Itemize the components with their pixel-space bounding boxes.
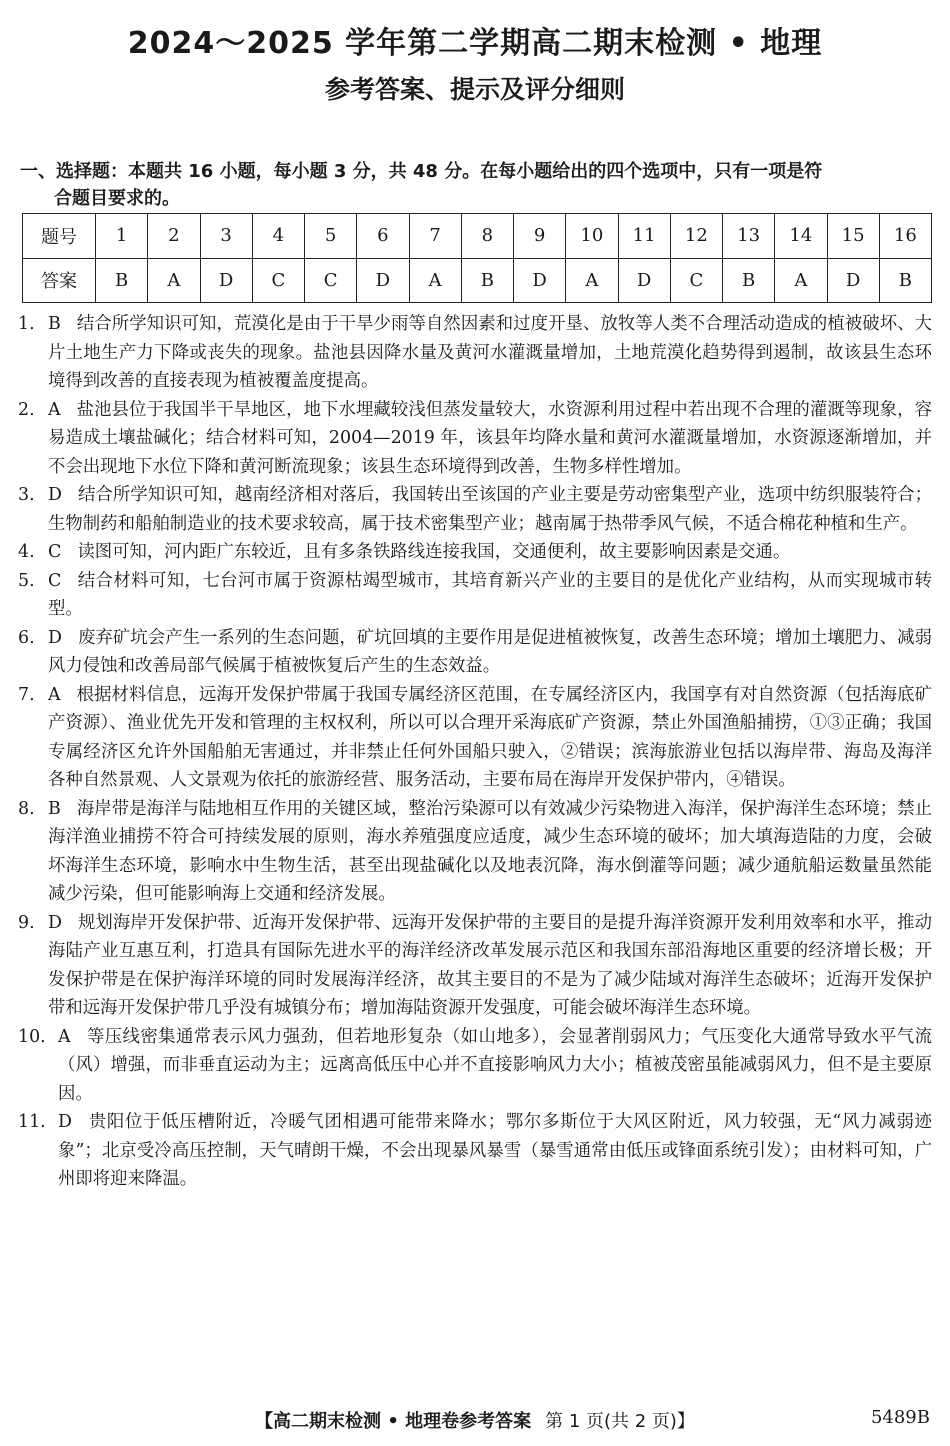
explanation-item: [18, 909, 932, 1023]
answer-cell: A: [566, 258, 618, 303]
item-text: 海岸带是海洋与陆地相互作用的关键区域，整治污染源可以有效减少污染物进入海洋，保护海洋生态环境；禁止海洋渔业捕捞不符合可持续发展的原则，海水养殖强度应适度，减少生态环境的破坏；加大填海造陆的力度，会破坏海洋生态环境，影响水中生物生活，甚至出现盐碱化以及地表沉降，海水倒灌等问题；减少通航船运数量虽然能减少污染，但可能影响海上交通和经济发展。: [48, 798, 932, 904]
footer-title: 【高二期末检测 • 地理卷参考答案: [255, 1411, 532, 1432]
item-answer: B: [48, 798, 61, 819]
item-number: 1.: [18, 314, 35, 334]
item-number: 4.: [18, 542, 35, 562]
answer-cell: C: [305, 258, 357, 303]
question-number: 11: [618, 214, 670, 259]
item-text: 根据材料信息，远海开发保护带属于我国专属经济区范围，在专属经济区内，我国享有对自然资源（包括海底矿产资源）、渔业优先开发和管理的主权权利，所以可以合理开采海底矿产资源，禁止外国渔船捕捞，①③正确；我国专属经济区允许外国船舶无害通过，并非禁止任何外国船只驶入，②错误；滨海旅游业包括以海岸带、海岛及海洋各种自然景观、人文景观为依托的旅游经营、服务活动，主要布局在海岸开发保护带内，④错误。: [48, 684, 932, 790]
item-answer: A: [48, 399, 61, 420]
explanation-item: [18, 795, 932, 909]
explanation-item: [18, 681, 932, 795]
explanation-item: [18, 624, 932, 681]
item-number: 5.: [18, 570, 35, 591]
item-answer: C: [48, 570, 62, 591]
answer-cell: B: [96, 258, 148, 303]
item-answer: D: [48, 485, 62, 505]
question-number: 6: [357, 214, 409, 259]
item-answer: B: [48, 314, 61, 334]
item-answer: D: [48, 912, 62, 933]
item-number: 8.: [18, 798, 35, 819]
page-subtitle: 参考答案、提示及评分细则: [324, 75, 625, 104]
question-number: 9: [514, 214, 566, 259]
document-code: 5489B: [870, 1407, 930, 1428]
explanation-item: [18, 567, 932, 624]
item-number: 7.: [18, 684, 35, 705]
question-number: 5: [305, 214, 357, 259]
question-number: 2: [148, 214, 200, 259]
question-number: 7: [409, 214, 461, 259]
item-text: 结合所学知识可知，越南经济相对落后，我国转出至该国的产业主要是劳动密集型产业，选项中纺织服装符合；生物制药和船舶制造业的技术要求较高，属于技术密集型产业；越南属于热带季风气候，不适合棉花种植和生产。: [48, 485, 932, 534]
answer-cell: C: [252, 258, 304, 303]
item-text: 等压线密集通常表示风力强劲，但若地形复杂（如山地多），会显著削弱风力；气压变化大通常导致水平气流（风）增强，而非垂直运动为主；远离高低压中心并不直接影响风力大小；植被茂密虽能减弱风力，但不是主要原因。: [58, 1026, 932, 1104]
item-number: 9.: [18, 912, 35, 933]
item-text: 规划海岸开发保护带、近海开发保护带、远海开发保护带的主要目的是提升海洋资源开发利用效率和水平，推动海陆产业互惠互利，打造具有国际先进水平的海洋经济改革发展示范区和我国东部沿海地区重要的经济增长极；开发保护带是在保护海洋环境的同时发展海洋经济，故其主要目的不是为了减少陆域对海洋生态破坏；近海开发保护带和远海开发保护带几乎没有城镇分布；增加海陆资源开发强度，可能会破坏海洋生态环境。: [48, 912, 932, 1018]
item-number: 6.: [18, 627, 35, 648]
section-heading: [20, 158, 935, 212]
explanation-item: [18, 310, 932, 396]
answer-row: [23, 258, 932, 303]
question-number: 10: [566, 214, 618, 259]
item-answer: D: [58, 1112, 72, 1132]
item-answer: A: [58, 1026, 71, 1047]
item-number: 10.: [18, 1026, 46, 1047]
question-number: 14: [775, 214, 827, 259]
question-number: 16: [879, 214, 931, 259]
item-answer: C: [48, 542, 62, 562]
answer-table: [22, 213, 932, 303]
answer-cell: D: [514, 258, 566, 303]
item-text: 结合材料可知，七台河市属于资源枯竭型城市，其培育新兴产业的主要目的是优化产业结构，从而实现城市转型。: [48, 570, 932, 619]
explanation-item: [18, 1023, 932, 1109]
question-number: 15: [827, 214, 879, 259]
page-number: 第 1 页(共 2 页)】: [545, 1411, 695, 1432]
item-number: 3.: [18, 485, 35, 505]
item-number: 11.: [18, 1112, 46, 1132]
answer-cell: B: [879, 258, 931, 303]
answer-cell: D: [200, 258, 252, 303]
question-number: 12: [670, 214, 722, 259]
item-text: 结合所学知识可知，荒漠化是由于干旱少雨等自然因素和过度开垦、放牧等人类不合理活动造成的植被破坏、大片土地生产力下降或丧失的现象。盐池县因降水量及黄河水灌溉量增加，土地荒漠化趋势得到遏制，故该县生态环境得到改善的直接表现为植被覆盖度提高。: [48, 314, 932, 391]
question-number: 4: [252, 214, 304, 259]
row-label: 题号: [23, 214, 96, 259]
question-number: 1: [96, 214, 148, 259]
item-answer: A: [48, 684, 61, 705]
page-footer: [0, 1407, 950, 1433]
answer-cell: D: [827, 258, 879, 303]
answer-cell: B: [461, 258, 513, 303]
answer-cell: B: [723, 258, 775, 303]
page-title: 2024～2025 学年第二学期高二期末检测 • 地理: [127, 26, 823, 61]
item-text: 盐池县位于我国半干旱地区，地下水埋藏较浅但蒸发量较大，水资源利用过程中若出现不合理的灌溉等现象，容易造成土壤盐碱化；结合材料可知，2004—2019 年，该县年均降水量和黄河水灌溉量增加，水资源逐渐增加，并不会出现地下水位下降和黄河断流现象；该县生态环境得到改善，生物多样性增加。: [48, 399, 932, 477]
question-number: 3: [200, 214, 252, 259]
row-label: 答案: [23, 258, 96, 303]
item-answer: D: [48, 627, 62, 648]
explanations-list: [18, 310, 932, 1194]
item-text: 贵阳位于低压槽附近，冷暖气团相遇可能带来降水；鄂尔多斯位于大风区附近，风力较强，无“风力减弱迹象”；北京受冷高压控制，天气晴朗干燥，不会出现暴风暴雪（暴雪通常由低压或锋面系统引发）；由材料可知，广州即将迎来降温。: [58, 1112, 932, 1189]
answer-cell: A: [775, 258, 827, 303]
section-heading-line1: 一、选择题：本题共 16 小题，每小题 3 分，共 48 分。在每小题给出的四个选项中，只有一项是符: [20, 161, 823, 182]
section-heading-line2: 合题目要求的。: [54, 188, 180, 209]
answer-cell: D: [357, 258, 409, 303]
question-number-row: [23, 214, 932, 259]
explanation-item: [18, 481, 932, 538]
item-number: 2.: [18, 399, 35, 420]
explanation-item: [18, 538, 932, 567]
item-text: 废弃矿坑会产生一系列的生态问题，矿坑回填的主要作用是促进植被恢复，改善生态环境；增加土壤肥力、减弱风力侵蚀和改善局部气候属于植被恢复后产生的生态效益。: [48, 627, 932, 676]
answer-cell: A: [409, 258, 461, 303]
explanation-item: [18, 1108, 932, 1194]
answer-cell: D: [618, 258, 670, 303]
answer-cell: A: [148, 258, 200, 303]
question-number: 13: [723, 214, 775, 259]
question-number: 8: [461, 214, 513, 259]
item-text: 读图可知，河内距广东较近，且有多条铁路线连接我国，交通便利，故主要影响因素是交通。: [77, 542, 791, 562]
answer-cell: C: [670, 258, 722, 303]
explanation-item: [18, 396, 932, 482]
